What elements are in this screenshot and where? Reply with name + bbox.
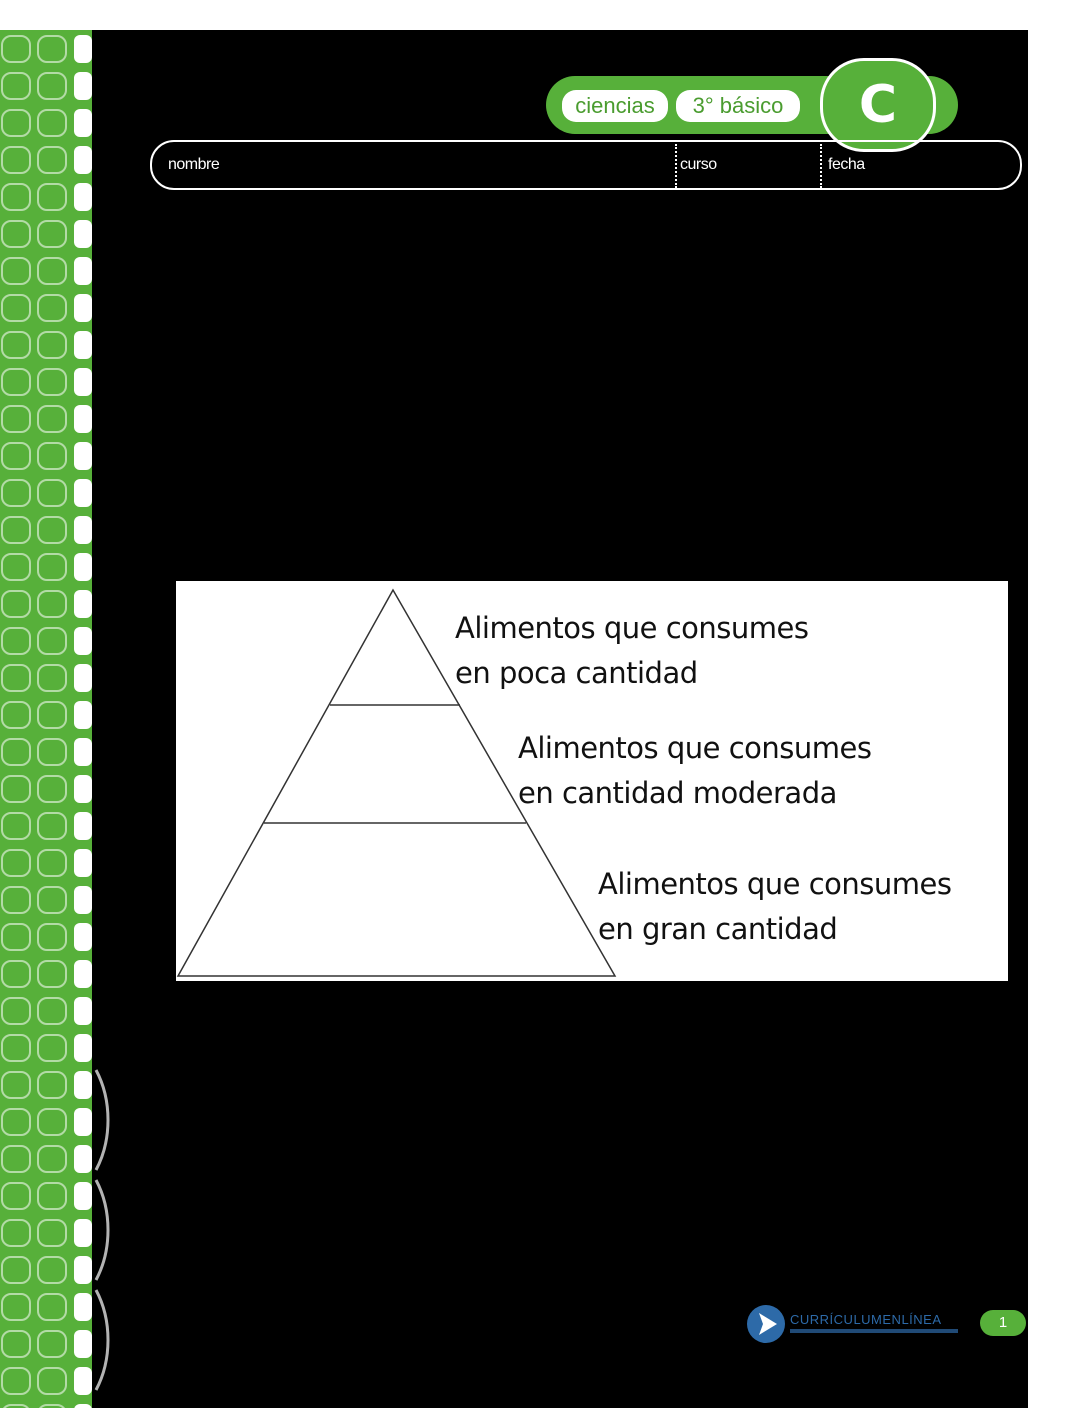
name-field-label: nombre [168,156,220,173]
right-margin [1028,0,1088,1408]
page-number-badge: 1 [980,1310,1026,1336]
tier-label-line: Alimentos que consumes [518,731,872,765]
date-field-label: fecha [828,156,865,173]
field-divider [820,144,822,188]
subject-label: ciencias [562,90,668,122]
food-pyramid-figure [176,581,1008,981]
tier-label-line: Alimentos que consumes [455,611,809,645]
student-info-row [150,140,1022,190]
grade-label: 3° básico [676,90,800,122]
arrow-logo-icon [746,1304,786,1344]
footer-brand-name: CURRÍCULUMENLÍNEA [790,1312,942,1327]
tier-label-line: en poca cantidad [455,656,698,690]
tier-label-line: en gran cantidad [598,912,838,946]
field-divider [675,144,677,188]
top-margin [0,0,1088,30]
tier-label-line: en cantidad moderada [518,776,837,810]
pyramid-middle-tier-label [518,726,871,816]
notebook-binder-decoration [0,30,110,1408]
footer-tagline [790,1329,958,1333]
pyramid-bottom-tier-label [598,862,951,952]
tier-label-line: Alimentos que consumes [598,867,952,901]
subject-letter-badge: C [820,58,936,152]
course-field-label: curso [680,156,717,173]
pyramid-top-tier-label [455,606,808,696]
